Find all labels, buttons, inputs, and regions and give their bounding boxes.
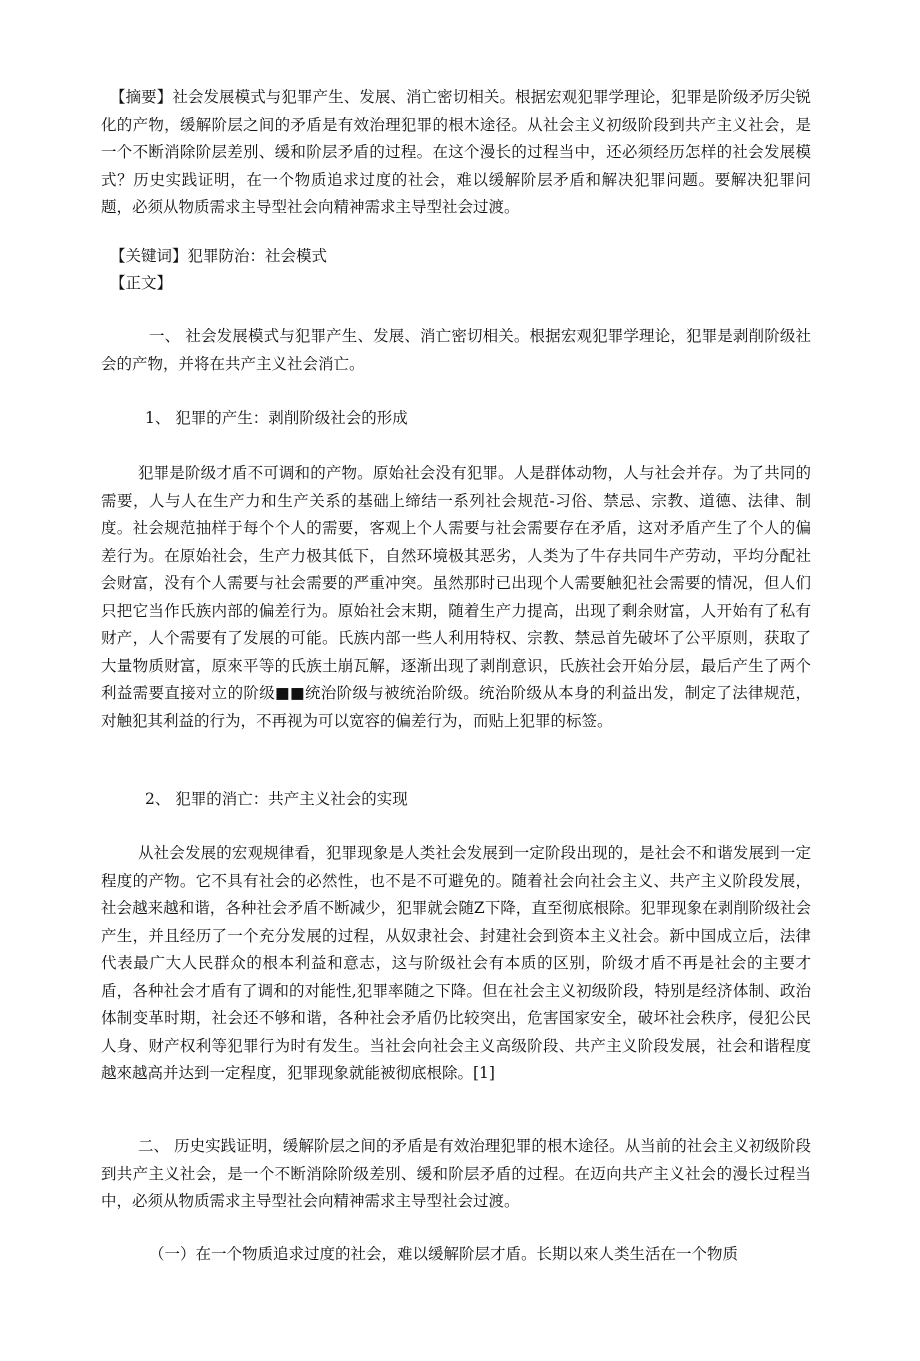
abstract-paragraph: 【摘要】社会发展模式与犯罪产生、发展、消亡密切相关。根据宏观犯罪学理论，犯罪是阶级矛厉尖锐化的产物，缓解阶层之间的矛盾是有效治理犯罪的根木途径。从社会主义初级阶段到共产主义社会，是一个不断消除阶层差別、缓和阶层矛盾的过程。在这个漫长的过程当中，还必须经历怎样的社会发展模式？历史实践证明，在一个物质追求过度的社会，难以缓解阶层矛盾和解决犯罪问题。要解决犯罪问题，必须从物质需求主导型社会向精神需求主导型社会过渡。	[101, 88, 811, 216]
subsection-2-paragraph: 从社会发展的宏观规律看，犯罪现象是人类社会发展到一定阶段出现的，是社会不和谐发展到一定程度的产物。它不具有社会的必然性，也不是不可避免的。随着社会向社会主义、共产主义阶段发展，社会越来越和谐，各种社会矛盾不断减少，犯罪就会随Z下降，直至彻底根除。犯罪现象在剥削阶级社会产生，并且经历了一个充分发展的过程，从奴隶社会、封建社会到资本主义社会。新中国成立后，法律代表最广大人民群众的根本利益和意志，这与阶级社会有本质的区别，阶级才盾不再是社会的主要才盾，各种社会才盾有了调和的对能性,犯罪率随之下降。但在社会主义初级阶段，特别是经济体制、政治体制变革时期，社会还不够和谐，各种社会矛盾仍比较突出，危害国家安全，破坏社会秩序，侵犯公民人身、财产权利等犯罪行为时有发生。当社会向社会主义高级阶段、共产主义阶段发展，社会和谐程度越來越高并达到一定程度，犯罪现象就能被彻底根除。[1]	[101, 844, 811, 1082]
subsection-1-paragraph: 犯罪是阶级才盾不可调和的产物。原始社会没有犯罪。人是群体动物，人与社会并存。为了共同的需要，人与人在生产力和生产关系的基础上缔结一系列社会规范-习俗、禁忌、宗教、道德、法律、制度。社会规范抽样于每个个人的需要，客观上个人需要与社会需要存在矛盾，这对矛盾产生了个人的偏差行为。在原始社会，生产力极其低下，自然环境极其恶劣，人类为了牛存共同牛产劳动，平均分配社会财富，没有个人需要与社会需要的严重冲突。虽然那时已出现个人需要触犯社会需要的情况，但人们只把它当作氏族内部的偏差行为。原始社会末期，随着生产力提高，出现了剩余财富，人开始有了私有财产，人个需要有了发展的可能。氏族内部一些人利用特权、宗教、禁忌首先破坏了公平原则，获取了大量物质财富，原來平等的氏族土崩瓦解，逐渐出现了剥削意识，氏族社会开始分层，最后产生了两个利益需要直接对立的阶级■■统治阶级与被统治阶级。统治阶级从本身的利益出发，制定了法律规范，对触犯其利益的行为，不再视为可以宽容的偏差行为，而贴上犯罪的标签。	[101, 464, 811, 730]
section-1-heading: 一、 社会发展模式与犯罪产生、发展、消亡密切相关。根据宏观犯罪学理论，犯罪是剥削阶级社会的产物，并将在共产主义社会消亡。	[101, 327, 811, 373]
section-2-subsection-1: （一）在一个物质追求过度的社会，难以缓解阶层才盾。长期以來人类生活在一个物质	[149, 1245, 739, 1263]
keywords-line: 【关键词】犯罪防治：社会模式	[110, 247, 328, 265]
subsection-1-heading: 1、 犯罪的产生：剥削阶级社会的形成	[145, 409, 408, 427]
section-2-paragraph: 二、 历史实践证明，缓解阶层之间的矛盾是有效治理犯罪的根木途径。从当前的社会主义初级阶段到共产主义社会，是一个不断消除阶级差別、缓和阶层矛盾的过程。在迈向共产主义社会的漫长过程当中，必须从物质需求主导型社会向精神需求主导型社会过渡。	[101, 1137, 811, 1210]
subsection-2-heading: 2、 犯罪的消亡：共产主义社会的实现	[145, 790, 408, 808]
body-label: 【正文】	[110, 274, 173, 292]
